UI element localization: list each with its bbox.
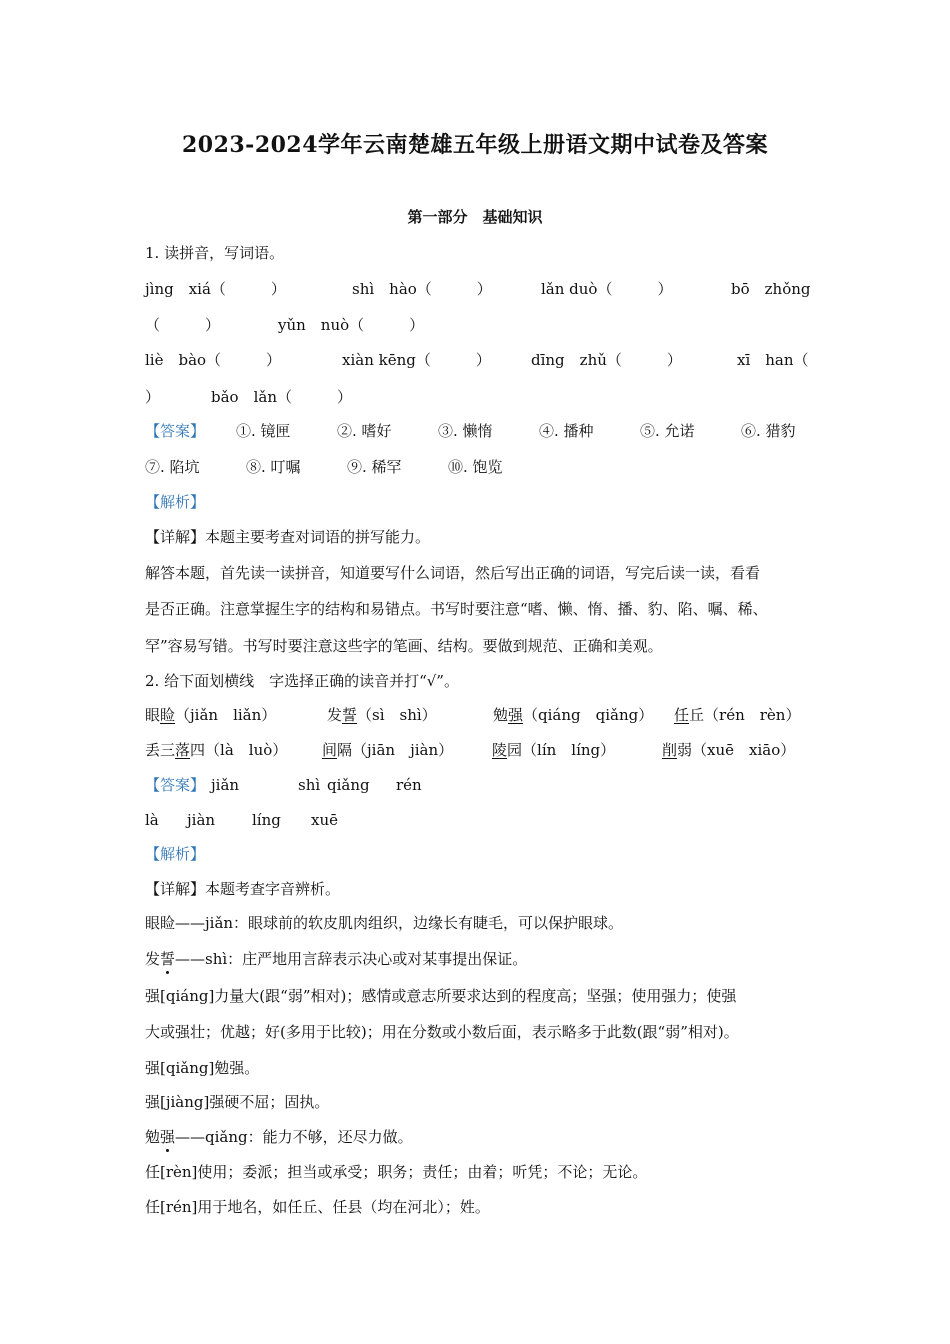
q1-pinyin-row-1 xyxy=(0,279,950,299)
q2-detail xyxy=(145,879,340,899)
section-title: 第一部分 基础知识 xyxy=(407,208,543,226)
q1-analysis-tag: 【解析】 xyxy=(145,493,206,511)
underlined-char: 间 xyxy=(322,741,338,759)
pinyin-item: yǔn nuò（ ） xyxy=(278,316,425,334)
q2-answer-row-2 xyxy=(0,810,950,830)
answer-item: líng xyxy=(252,811,281,829)
pinyin-item: shì hào（ ） xyxy=(352,280,492,298)
answer-item: jiàn xyxy=(187,811,216,829)
pinyin-item: xiàn kēng（ ） xyxy=(342,351,491,369)
q2-explain-line: 任[rén]用于地名，如任丘、任县（均在河北）；姓。 xyxy=(145,1198,490,1216)
answer-item: ④. 播种 xyxy=(539,422,594,440)
detail-tag: 【详解】 xyxy=(145,880,206,898)
pinyin-item: bō zhǒng xyxy=(731,280,811,298)
answer-item: ①. 镜匣 xyxy=(236,422,291,440)
q1-pinyin-row-3 xyxy=(0,350,950,370)
pinyin-item: dīng zhǔ（ ） xyxy=(531,351,682,369)
pinyin-item: jìng xiá（ ） xyxy=(145,280,286,298)
underlined-char: 任 xyxy=(674,706,690,724)
answer-item: jiǎn xyxy=(211,776,240,794)
pinyin-item: （ ） xyxy=(145,316,221,334)
detail-tag: 【详解】 xyxy=(145,528,206,546)
answer-item: ⑥. 猎豹 xyxy=(741,422,796,440)
answer-item: ⑤. 允诺 xyxy=(640,422,695,440)
dotted-char: 誓 xyxy=(160,950,176,968)
word-item: 间隔（jiān jiàn） xyxy=(322,741,454,759)
q2-explain-line: 大或强壮；优越；好(多用于比较)；用在分数或小数后面，表示略多于此数(跟“弱”相对)。 xyxy=(145,1023,739,1041)
underlined-char: 落 xyxy=(175,741,191,759)
q2-explain-line: 强[qiǎng]勉强。 xyxy=(145,1059,260,1077)
q2-explain-line: 勉强——qiǎng：能力不够，还尽力做。 xyxy=(145,1128,413,1146)
answer-item: ⑦. 陷坑 xyxy=(145,458,200,476)
dotted-char: 强 xyxy=(160,1128,176,1146)
q1-pinyin-row-2 xyxy=(0,315,950,335)
detail-text: 本题主要考查对词语的拼写能力。 xyxy=(205,528,431,546)
word-item: 勉强（qiáng qiǎng） xyxy=(493,706,654,724)
page-title: 2023-2024学年云南楚雄五年级上册语文期中试卷及答案 xyxy=(181,132,769,158)
detail-text: 本题考查字音辨析。 xyxy=(205,880,341,898)
answer-item: shì xyxy=(298,776,321,794)
pinyin-item: ） xyxy=(145,388,161,406)
pinyin-item: bǎo lǎn（ ） xyxy=(211,388,352,406)
underlined-char: 陵 xyxy=(492,741,508,759)
q1-detail xyxy=(145,527,430,547)
answer-item: ⑧. 叮嘱 xyxy=(246,458,301,476)
q1-pinyin-row-4 xyxy=(0,387,950,407)
answer-item: là xyxy=(145,811,159,829)
underlined-char: 睑 xyxy=(160,706,176,724)
word-item: 丢三落四（là luò） xyxy=(145,741,288,759)
answer-item: rén xyxy=(396,776,422,794)
q1-explain-line: 罕”容易写错。书写时要注意这些字的笔画、结构。要做到规范、正确和美观。 xyxy=(145,637,663,655)
word-item: 削弱（xuē xiāo） xyxy=(662,741,796,759)
pinyin-item: lǎn duò（ ） xyxy=(541,280,673,298)
q2-explain-line: 强[jiàng]强硬不屈；固执。 xyxy=(145,1093,330,1111)
q2-explain-line: 眼睑——jiǎn：眼球前的软皮肌肉组织，边缘长有睫毛，可以保护眼球。 xyxy=(145,914,624,932)
q1-explain-line: 是否正确。注意掌握生字的结构和易错点。书写时要注意“嗜、懒、惰、播、豹、陷、嘱、稀、 xyxy=(145,600,768,618)
word-item: 任丘（rén rèn） xyxy=(674,706,801,724)
q2-stem: 2. 给下面划横线 字选择正确的读音并打“√”。 xyxy=(145,672,459,690)
answer-item: ③. 懒惰 xyxy=(438,422,493,440)
pinyin-item: xī han（ xyxy=(737,351,809,369)
answer-item: ⑨. 稀罕 xyxy=(347,458,402,476)
underlined-char: 强 xyxy=(508,706,524,724)
q1-stem: 1. 读拼音，写词语。 xyxy=(145,244,285,262)
pinyin-item: liè bào（ ） xyxy=(145,351,282,369)
answer-item: xuē xyxy=(311,811,338,829)
answer-tag: 【答案】 xyxy=(145,776,206,794)
answer-tag: 【答案】 xyxy=(145,422,206,440)
q2-explain-line: 任[rèn]使用；委派；担当或承受；职务；责任；由着；听凭；不论；无论。 xyxy=(145,1163,648,1181)
underlined-char: 削 xyxy=(662,741,678,759)
q2-items-row-2 xyxy=(0,740,950,760)
word-item: 陵园（lín líng） xyxy=(492,741,616,759)
q2-answer-row-1 xyxy=(0,775,950,795)
word-item: 发誓（sì shì） xyxy=(327,706,437,724)
q2-explain-line: 强[qiáng]力量大(跟“弱”相对)；感情或意志所要求达到的程度高；坚强；使用强力；使强 xyxy=(145,987,737,1005)
q1-answer-row-2 xyxy=(0,457,950,477)
word-item: 眼睑（jiǎn liǎn） xyxy=(145,706,277,724)
q1-answer-row-1 xyxy=(0,421,950,441)
q2-items-row-1 xyxy=(0,705,950,725)
answer-item: ⑩. 饱览 xyxy=(448,458,503,476)
answer-item: qiǎng xyxy=(327,776,370,794)
q1-explain-line: 解答本题，首先读一读拼音，知道要写什么词语，然后写出正确的词语，写完后读一读，看看 xyxy=(145,564,761,582)
answer-item: ②. 嗜好 xyxy=(337,422,392,440)
q2-explain-line: 发誓——shì：庄严地用言辞表示决心或对某事提出保证。 xyxy=(145,950,528,968)
q2-analysis-tag: 【解析】 xyxy=(145,845,206,863)
underlined-char: 誓 xyxy=(342,706,358,724)
